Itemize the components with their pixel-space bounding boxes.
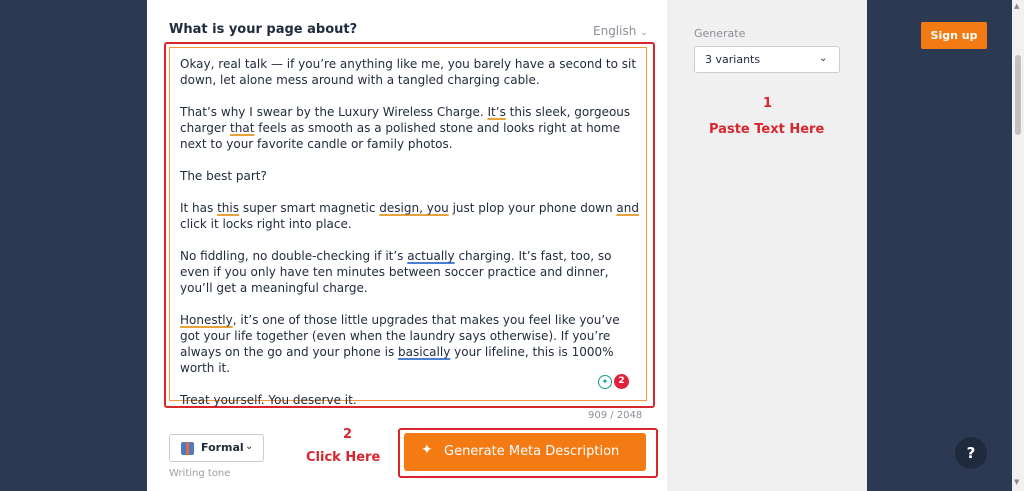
text-paragraph: Okay, real talk — if you’re anything like me, you barely have a second to sit down, let alone mess around with a tangled charging cable. bbox=[180, 57, 637, 87]
text-paragraph: The best part? bbox=[180, 169, 267, 183]
lightbulb-icon: ✦ bbox=[598, 375, 612, 389]
variants-select[interactable] bbox=[694, 46, 840, 73]
text-paragraph: It has this super smart magnetic design, you just plop your phone down and click it locks right into place. bbox=[180, 201, 639, 231]
chevron-down-icon: ⌄ bbox=[819, 53, 828, 64]
text-paragraph: No fiddling, no double-checking if it’s actually charging. It’s fast, too, so even if you only have ten minutes between soccer practice and dinner, you’ll get a meaningful charge. bbox=[180, 249, 612, 295]
text-paragraph: Honestly, it’s one of those little upgrades that makes you feel like you’ve got your life together (even when the laundry says otherwise). If you’re always on the go and your phone is basically your lifeline, this is 1000% worth it. bbox=[180, 313, 620, 375]
page-text-content[interactable] bbox=[180, 56, 640, 408]
generate-meta-description-button[interactable] bbox=[404, 433, 646, 471]
chevron-down-icon: ⌄ bbox=[245, 441, 254, 452]
chevron-down-icon: ⌄ bbox=[640, 28, 648, 38]
annotation-step-1-text: Paste Text Here bbox=[709, 122, 825, 137]
annotation-step-1-number: 1 bbox=[763, 96, 773, 111]
writing-tone-caption: Writing tone bbox=[169, 468, 231, 479]
tone-icon bbox=[181, 442, 194, 455]
annotation-step-2-number: 2 bbox=[343, 427, 353, 442]
writing-tone-select[interactable] bbox=[169, 434, 264, 462]
generate-label: Generate bbox=[694, 27, 746, 40]
text-paragraph: Treat yourself. You deserve it. bbox=[180, 393, 357, 407]
page-about-title: What is your page about? bbox=[169, 22, 358, 37]
generate-button-label: Generate Meta Description bbox=[444, 444, 620, 459]
language-label: English bbox=[593, 24, 637, 38]
sparkle-icon: ✦ bbox=[421, 442, 433, 458]
grammarly-count: 2 bbox=[614, 374, 629, 389]
text-paragraph: That’s why I swear by the Luxury Wireless Charge. It’s this sleek, gorgeous charger that feels as smooth as a polished stone and looks right at home next to your favorite candle or family photos. bbox=[180, 105, 631, 151]
scroll-up-icon[interactable]: ▲ bbox=[1014, 2, 1020, 10]
settings-panel bbox=[667, 0, 867, 491]
language-select[interactable] bbox=[593, 24, 648, 38]
help-button[interactable]: ? bbox=[955, 437, 987, 469]
scrollbar[interactable] bbox=[1012, 0, 1024, 491]
character-count: 909 / 2048 bbox=[588, 410, 643, 421]
scroll-thumb[interactable] bbox=[1015, 55, 1021, 135]
signup-button[interactable]: Sign up bbox=[921, 22, 987, 49]
grammarly-badge[interactable] bbox=[598, 374, 630, 392]
scroll-down-icon[interactable]: ▼ bbox=[1014, 478, 1020, 486]
tone-label: Formal bbox=[201, 441, 244, 454]
variants-value: 3 variants bbox=[705, 53, 761, 66]
annotation-step-2-text: Click Here bbox=[306, 450, 381, 465]
